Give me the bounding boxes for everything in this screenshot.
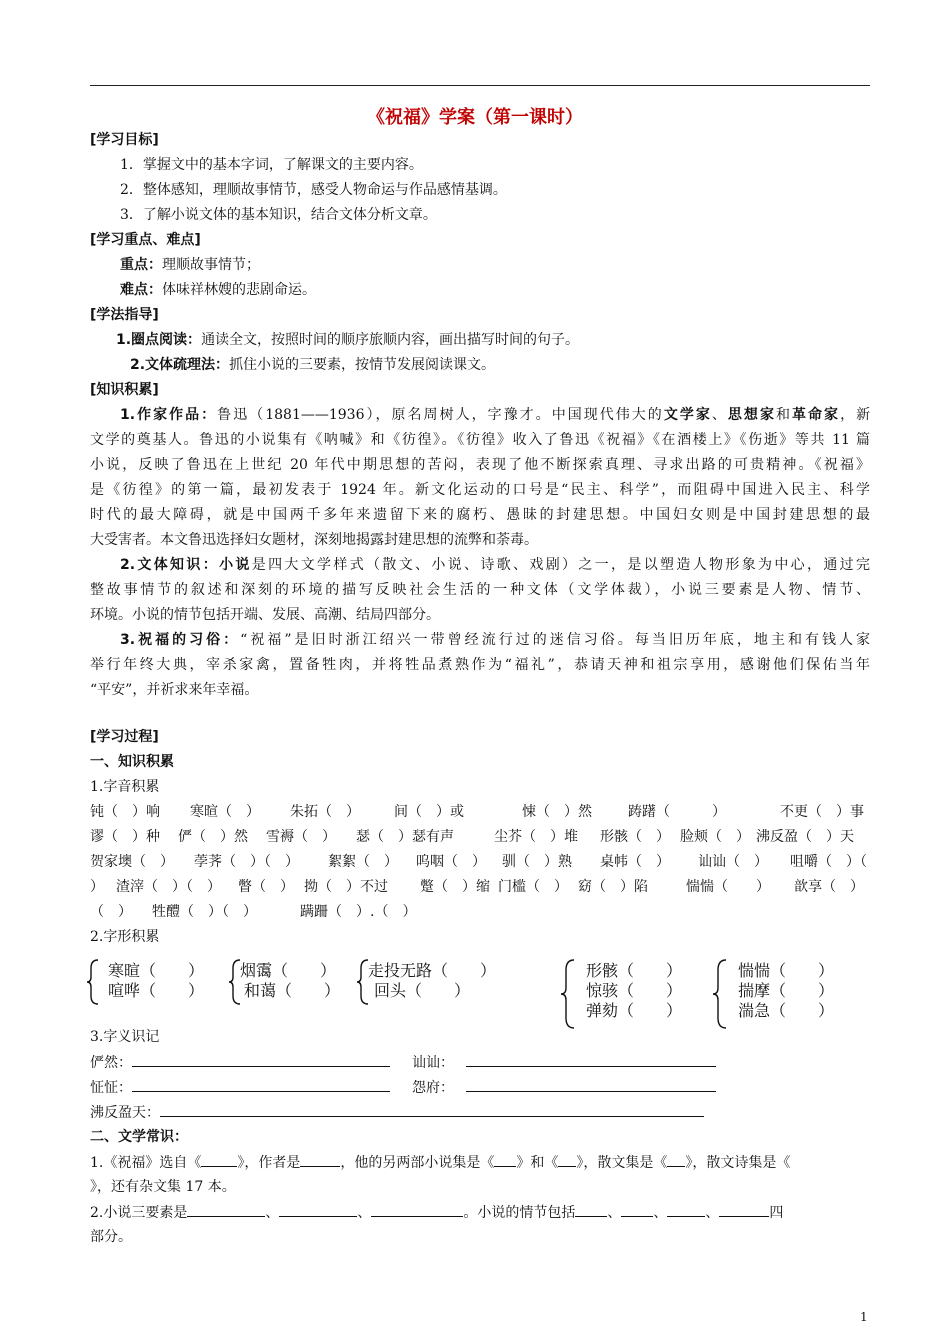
page-number: 1 [860, 1310, 868, 1324]
meaning-term: 沸反盈天： [90, 1105, 160, 1121]
lit-text: 》，散文诗集是《 [685, 1155, 791, 1171]
pron-item: 钝（ ）响 [90, 804, 160, 820]
lit-blank[interactable] [201, 1152, 237, 1167]
pron-item: 瞥（ ） [238, 879, 294, 895]
shape-word: 喧哗（ ） [108, 981, 205, 1000]
pron-item: 门槛（ ） [498, 879, 568, 895]
lit-blank[interactable] [575, 1202, 607, 1217]
meaning-term: 怨府： [412, 1080, 454, 1096]
method-2-label: 2.文体疏理法： [130, 357, 230, 373]
pron-row [90, 902, 870, 922]
lit-text: 、 [607, 1205, 622, 1221]
lit-question-2 [90, 1202, 783, 1223]
p1-text: 、 [711, 407, 728, 423]
pron-item: 尘芥（ ）堆 [494, 829, 578, 845]
left-brace-icon [712, 958, 728, 1030]
goal-item: 3．了解小说文体的基本知识，结合文体分析文章。 [120, 207, 437, 223]
pron-item: 渣滓（ ）（ ） [116, 879, 221, 895]
knowledge-p1-line: 是《彷徨》的第一篇，最初发表于 1924 年。新文化运动的口号是“民主、科学”，而阻碍中国进入民主、科学 [90, 482, 870, 498]
focus-key [120, 255, 260, 275]
pron-item: 咀嚼（ ）（ [790, 854, 867, 870]
left-brace-icon [560, 958, 576, 1030]
pron-item: 形骸（ ） [600, 829, 670, 845]
focus-heading: [学习重点、难点] [90, 232, 201, 248]
meaning-line [90, 1102, 704, 1123]
lit-question-1-end: 》，还有杂文集 17 本。 [90, 1179, 236, 1195]
section-2-heading: 二、文学常识： [90, 1129, 188, 1145]
shape-word: 烟霭（ ） [240, 961, 337, 980]
pron-item: 惴惴（ ） [686, 879, 770, 895]
lit-text: 四 [769, 1205, 784, 1221]
pron-item: 瑟（ ）瑟有声 [356, 829, 454, 845]
focus-key-text: 理顺故事情节； [162, 257, 260, 273]
pron-item: 蹩（ ）缩 [420, 879, 490, 895]
knowledge-p2-line: 整故事情节的叙述和深刻的环境的描写反映社会生活的一种文体（文学体裁），小说三要素是人物、情节、 [90, 582, 870, 598]
pron-row [90, 802, 870, 822]
lit-blank[interactable] [279, 1202, 357, 1217]
p1-text: ，新 [840, 407, 871, 423]
lit-blank[interactable] [667, 1202, 705, 1217]
lit-text: 、 [705, 1205, 720, 1221]
lit-blank[interactable] [558, 1152, 576, 1167]
lit-text: 》和《 [516, 1155, 559, 1171]
shape-word: 寒暄（ ） [108, 961, 205, 980]
shape-word: 弹劾（ ） [586, 1001, 683, 1020]
meaning-heading: 3.字义识记 [90, 1029, 160, 1045]
left-brace-icon [86, 958, 100, 1006]
p2-label: 2.文体知识： [120, 557, 220, 573]
pron-item: 讪讪（ ） [698, 854, 768, 870]
lit-text: 1.《祝福》选自《 [90, 1155, 202, 1171]
p2-bold: 小说 [219, 557, 252, 573]
focus-hard-text: 体味祥林嫂的悲剧命运。 [162, 282, 316, 298]
pron-item: 脸颊（ ） [680, 829, 750, 845]
method-1-text: 通读全文，按照时间的顺序旅顺内容，画出描写时间的句子。 [201, 332, 580, 348]
pron-item: 不更（ ）事 [780, 804, 864, 820]
pron-item: 桌帏（ ） [600, 854, 670, 870]
lit-text: 、 [357, 1205, 372, 1221]
header-rule [90, 85, 870, 86]
lit-blank[interactable] [621, 1202, 653, 1217]
pron-item: 俨（ ）然 [178, 829, 248, 845]
shape-word: 揣摩（ ） [738, 981, 835, 1000]
pron-item: 荸荠（ ）（ ） [194, 854, 299, 870]
meaning-line [412, 1077, 716, 1098]
pron-item: 谬（ ）种 [90, 829, 160, 845]
pron-item: 絮絮（ ） [328, 854, 398, 870]
meaning-blank[interactable] [466, 1077, 716, 1092]
method-heading: [学法指导] [90, 307, 159, 323]
lit-blank[interactable] [371, 1202, 463, 1217]
pron-row [90, 877, 870, 897]
knowledge-p2-line: 环境。小说的情节包括开端、发展、高潮、结局四部分。 [90, 607, 440, 623]
p3-label: 3.祝福的习俗： [120, 632, 241, 648]
lit-text: 》，散文集是《 [576, 1155, 668, 1171]
knowledge-p3-line [90, 630, 870, 650]
meaning-blank[interactable] [466, 1052, 716, 1067]
pron-item: ） [90, 879, 104, 895]
knowledge-p1-line: 时代的最大障碍，就是中国两千多年来遗留下来的腐朽、愚昧的封建思想。中国妇女则是中国封建思想的最 [90, 507, 870, 523]
meaning-line [412, 1052, 716, 1073]
lit-text: 、 [265, 1205, 280, 1221]
lit-question-2-end: 部分。 [90, 1229, 132, 1245]
focus-hard [120, 280, 316, 300]
pron-item: 拗（ ）不过 [304, 879, 388, 895]
focus-key-label: 重点： [120, 257, 162, 273]
method-item-2 [130, 355, 495, 375]
shape-word: 回头（ ） [374, 981, 471, 1000]
goals-heading: [学习目标] [90, 132, 159, 148]
knowledge-heading: [知识积累] [90, 382, 159, 398]
lit-text: 、 [653, 1205, 668, 1221]
shape-word: 惴惴（ ） [738, 961, 835, 980]
pron-item: 寒暄（ ） [190, 804, 260, 820]
lit-text: 。小说的情节包括 [463, 1205, 576, 1221]
focus-hard-label: 难点： [120, 282, 162, 298]
lit-blank[interactable] [667, 1152, 685, 1167]
meaning-term: 俨然： [90, 1055, 132, 1071]
method-item-1 [116, 330, 579, 350]
pron-item: 贺家墺（ ） [90, 854, 174, 870]
pron-item: 蹒跚（ ）.（ ） [300, 904, 417, 920]
p1-label: 1.作家作品： [120, 407, 218, 423]
goal-item: 2．整体感知，理顺故事情节，感受人物命运与作品感情基调。 [120, 182, 507, 198]
p1-text: 和 [775, 407, 792, 423]
knowledge-p3-line: “平安”，并祈求来年幸福。 [90, 682, 259, 698]
knowledge-p2-line [90, 555, 870, 575]
pron-row [90, 827, 870, 847]
pron-item: （ ） [90, 904, 132, 920]
p1-text: 鲁迅（1881——1936），原名周树人，字豫才。中国现代伟大的 [217, 407, 664, 423]
meaning-line [90, 1077, 390, 1098]
pron-item: 踌躇（ ） [628, 804, 726, 820]
knowledge-p1-line: 大受害者。本文鲁迅选择妇女题材，深刻地揭露封建思想的流弊和荼毒。 [90, 532, 538, 548]
pron-item: 雪褥（ ） [266, 829, 336, 845]
meaning-term: 讪讪： [412, 1055, 454, 1071]
pron-item: 歆享（ ） [794, 879, 864, 895]
p3-text: “祝福”是旧时浙江绍兴一带曾经流行过的迷信习俗。每当旧历年底，地主和有钱人家 [240, 632, 871, 648]
goal-item: 1．掌握文中的基本字词，了解课文的主要内容。 [120, 157, 423, 173]
shape-word: 湍急（ ） [738, 1001, 835, 1020]
pron-item: 驯（ ）熟 [502, 854, 572, 870]
p1-bold: 思想家 [727, 407, 776, 423]
pron-row [90, 852, 870, 872]
shape-word: 形骸（ ） [586, 961, 683, 980]
pron-item: 间（ ）或 [394, 804, 464, 820]
lit-blank[interactable] [187, 1202, 265, 1217]
p2-text: 是四大文学样式（散文、小说、诗歌、戏剧）之一，是以塑造人物形象为中心，通过完 [251, 557, 871, 573]
pron-item: 悚（ ）然 [522, 804, 592, 820]
process-heading: [学习过程] [90, 729, 159, 745]
shape-word: 走投无路（ ） [368, 961, 497, 980]
pron-item: 朱拓（ ） [290, 804, 360, 820]
lit-blank[interactable] [719, 1202, 769, 1217]
pron-item: 沸反盈（ ）天 [756, 829, 854, 845]
shape-word: 惊骇（ ） [586, 981, 683, 1000]
page-title: 《祝福》学案（第一课时） [367, 107, 583, 128]
meaning-line [90, 1052, 390, 1073]
knowledge-p1-line: 文学的奠基人。鲁迅的小说集有《呐喊》和《彷徨》。《彷徨》收入了鲁迅《祝福》《在酒楼上》《伤逝》等共 11 篇 [90, 432, 870, 448]
meaning-blank[interactable] [132, 1052, 390, 1067]
section-1-heading: 一、知识积累 [90, 754, 174, 770]
pron-heading: 1.字音积累 [90, 779, 160, 795]
meaning-term: 怔怔： [90, 1080, 132, 1096]
lit-text: 》，作者是 [237, 1155, 301, 1171]
knowledge-p1-line: 小说，反映了鲁迅在上世纪 20 年代中期思想的苦闷，表现了他不断探索真理、寻求出路的可贵精神。《祝福》 [90, 457, 870, 473]
meaning-blank[interactable] [132, 1077, 390, 1092]
pron-item: 窈（ ）陷 [578, 879, 648, 895]
shape-word: 和蔼（ ） [244, 981, 341, 1000]
pron-item: 牲醴（ ）（ ） [152, 904, 257, 920]
method-1-label: 1.圈点阅读： [116, 332, 202, 348]
lit-text: ，他的另两部小说集是《 [340, 1155, 495, 1171]
shape-heading: 2.字形积累 [90, 929, 160, 945]
lit-blank[interactable] [300, 1152, 340, 1167]
p1-bold: 文学家 [663, 407, 712, 423]
pron-item: 呜咽（ ） [416, 854, 486, 870]
knowledge-p1-line [90, 405, 870, 425]
lit-blank[interactable] [494, 1152, 516, 1167]
knowledge-p3-line: 举行年终大典，宰杀家禽，置备牲肉，并将牲品煮熟作为“福礼”，恭请天神和祖宗享用，感谢他们保佑当年 [90, 657, 870, 673]
p1-bold: 革命家 [792, 407, 841, 423]
lit-text: 2.小说三要素是 [90, 1205, 188, 1221]
method-2-text: 抓住小说的三要素，按情节发展阅读课文。 [229, 357, 496, 373]
lit-question-1 [90, 1152, 790, 1173]
meaning-blank[interactable] [160, 1102, 704, 1117]
